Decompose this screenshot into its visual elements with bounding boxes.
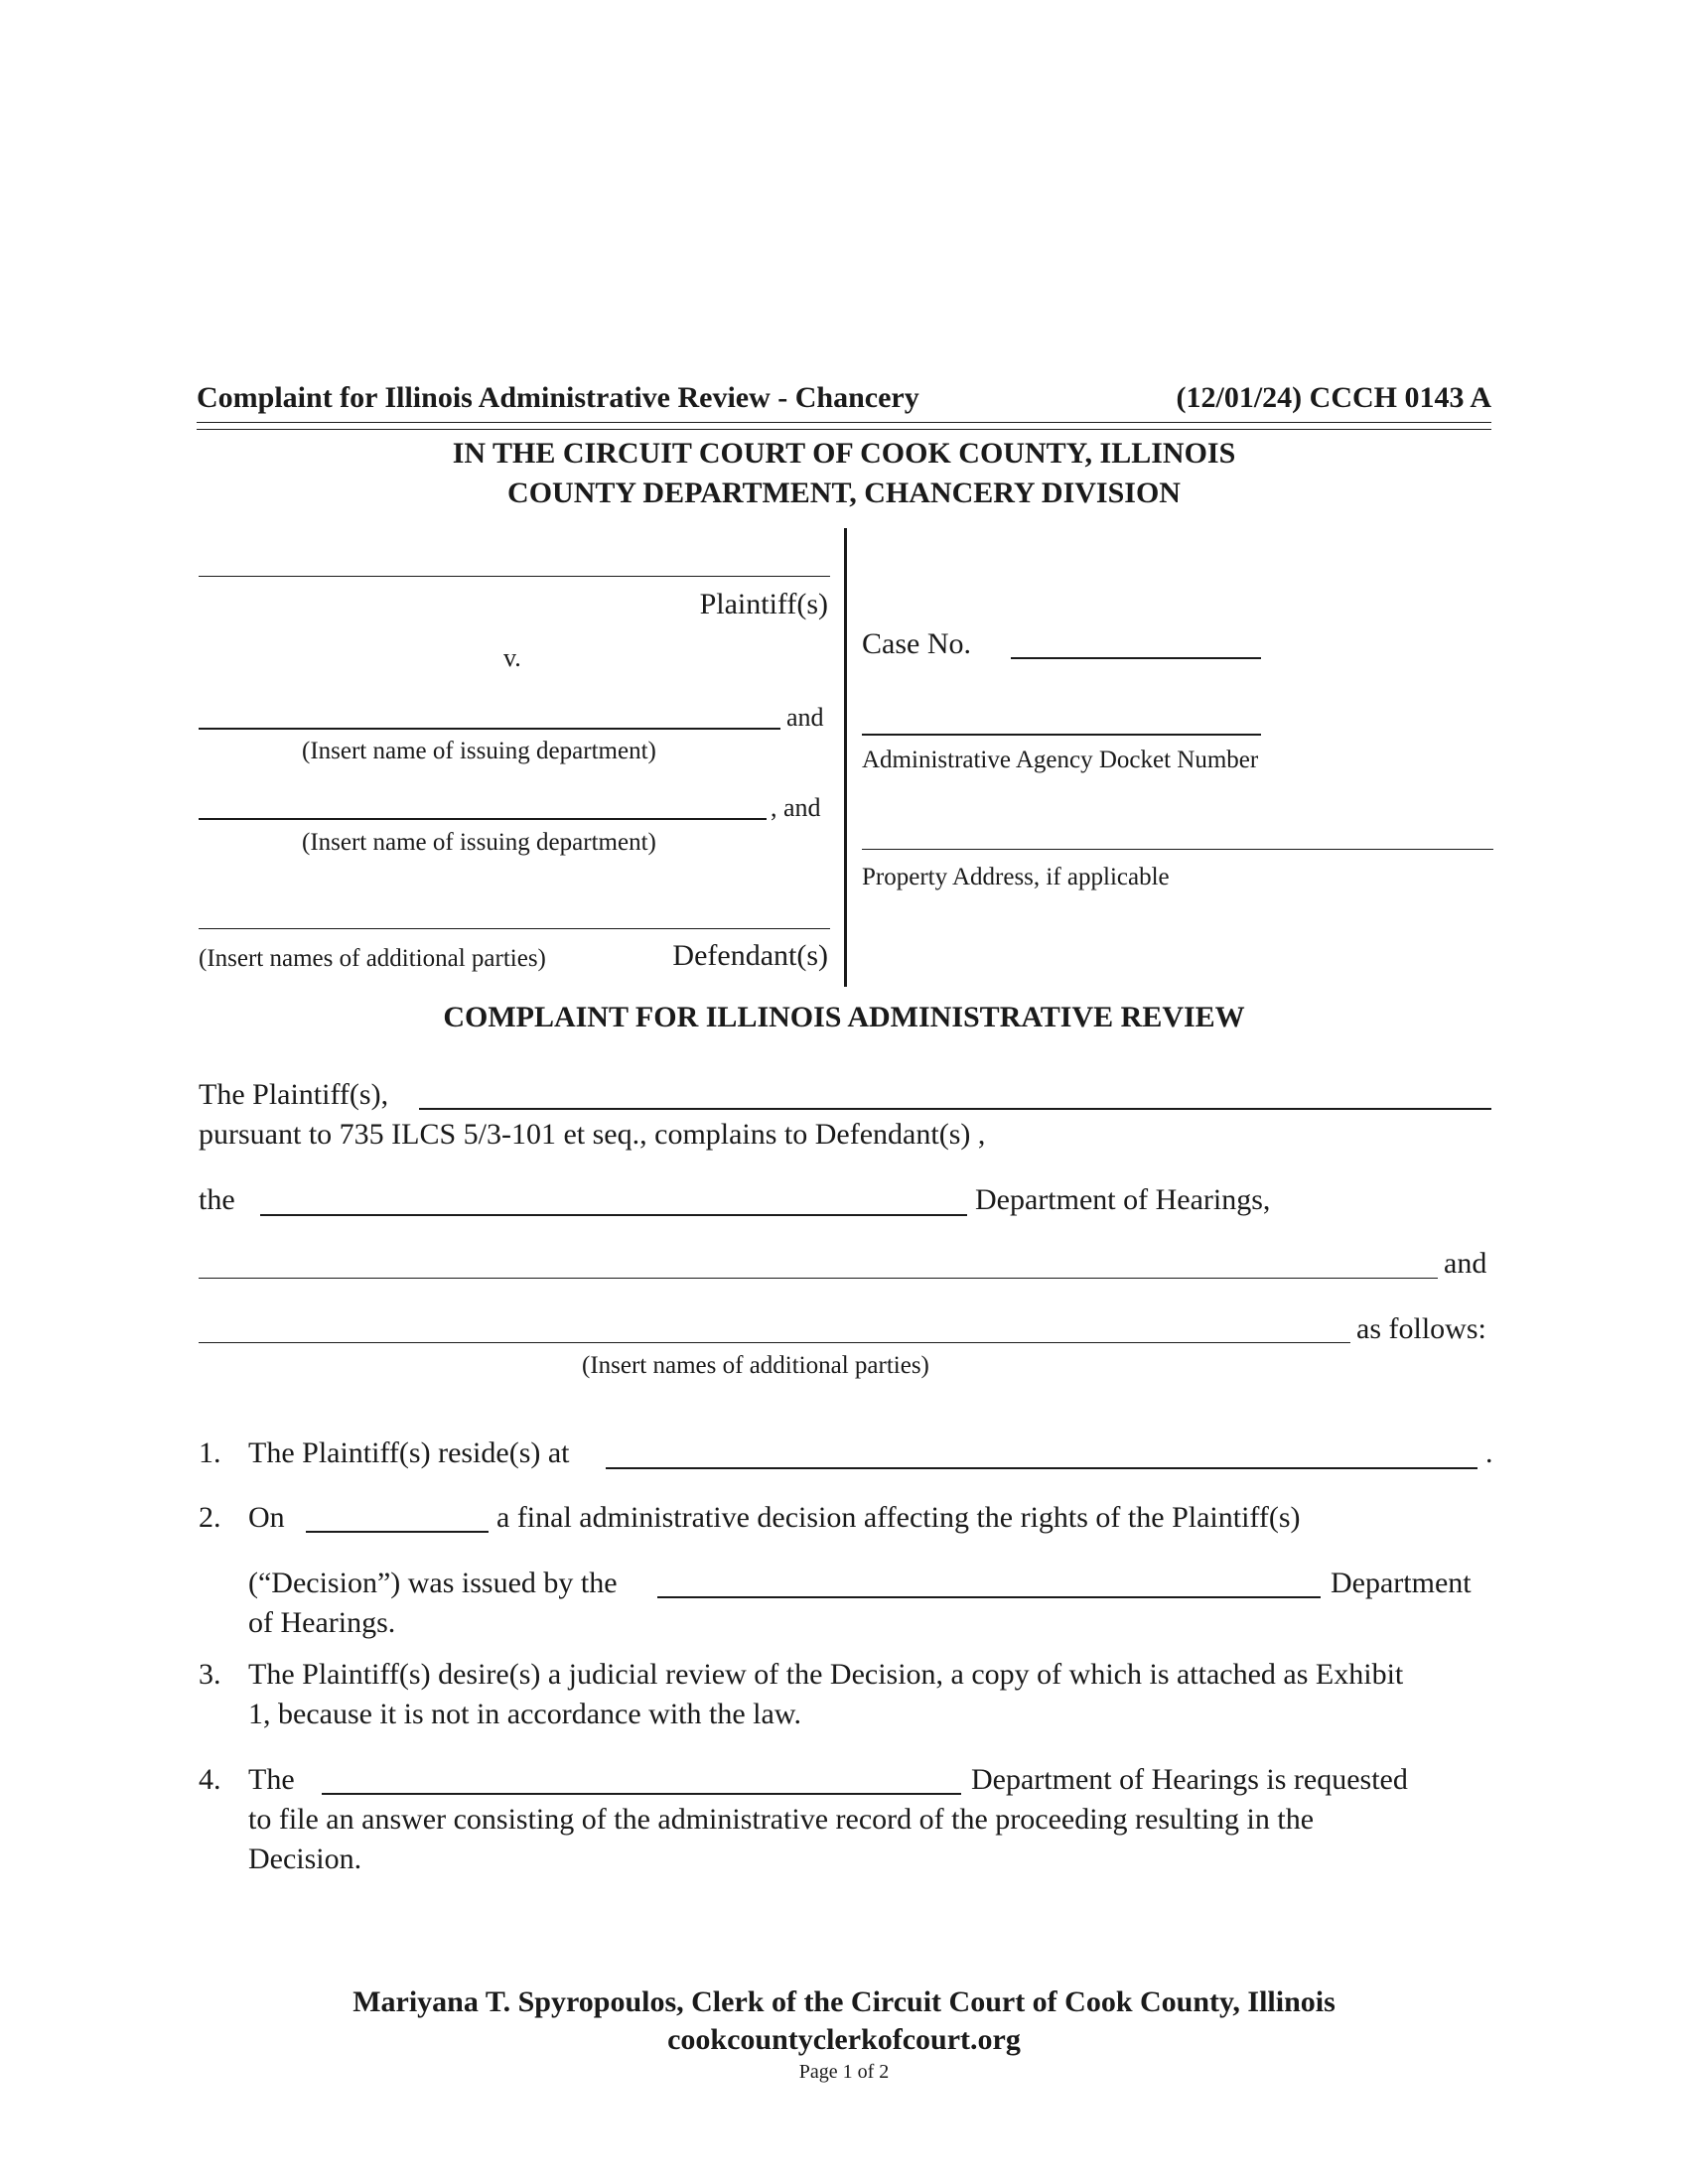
item2-hearings: of Hearings. xyxy=(248,1606,396,1639)
item-number-4: 4. xyxy=(199,1763,221,1796)
court-division: COUNTY DEPARTMENT, CHANCERY DIVISION xyxy=(507,477,1181,509)
answering-department-input[interactable] xyxy=(322,1793,961,1795)
additional-parties-hint: (Insert names of additional parties) xyxy=(199,945,546,972)
item1-text: The Plaintiff(s) reside(s) at xyxy=(248,1436,570,1469)
docket-number-input[interactable] xyxy=(862,734,1261,736)
header-rule-bottom xyxy=(197,429,1491,430)
header-rule-top xyxy=(197,422,1491,423)
page-number: Page 1 of 2 xyxy=(798,2061,890,2083)
issuing-dept-hint-1: (Insert name of issuing department) xyxy=(302,738,656,764)
and-label-2: , and xyxy=(771,793,821,822)
item2-department: Department xyxy=(1331,1567,1472,1599)
case-no-input[interactable] xyxy=(1011,657,1261,659)
item2-text: a final administrative decision affecting the rights of the Plaintiff(s) xyxy=(496,1501,1301,1534)
issuing-dept-hint-2: (Insert name of issuing department) xyxy=(302,829,656,856)
defendant-dept-line-2[interactable] xyxy=(199,818,767,820)
caption-divider xyxy=(844,528,847,987)
and-suffix: and xyxy=(1444,1247,1487,1280)
item4-dept: Department of Hearings is requested xyxy=(971,1763,1408,1796)
form-title: Complaint for Illinois Administrative Review - Chancery xyxy=(197,381,919,414)
item2-on: On xyxy=(248,1501,285,1534)
defendant-line-a[interactable] xyxy=(199,1278,1438,1279)
and-label-1: and xyxy=(786,703,824,732)
defendants-label: Defendant(s) xyxy=(672,939,828,972)
item4-line2: to file an answer consisting of the administrative record of the proceeding resulting in the xyxy=(248,1803,1315,1836)
court-title: IN THE CIRCUIT COURT OF COOK COUNTY, ILLINOIS xyxy=(452,437,1236,470)
residence-address-input[interactable] xyxy=(606,1467,1477,1469)
complaint-title: COMPLAINT FOR ILLINOIS ADMINISTRATIVE REVIEW xyxy=(443,1001,1245,1033)
clerk-website[interactable]: cookcountyclerkofcourt.org xyxy=(667,2023,1021,2056)
item4-the: The xyxy=(248,1763,295,1796)
as-follows: as follows: xyxy=(1356,1312,1486,1345)
item-number-2: 2. xyxy=(199,1501,221,1534)
property-address-input[interactable] xyxy=(862,849,1493,850)
department-suffix: Department of Hearings, xyxy=(975,1183,1271,1216)
docket-label: Administrative Agency Docket Number xyxy=(862,747,1259,773)
item-number-1: 1. xyxy=(199,1436,221,1469)
additional-parties-hint-2: (Insert names of additional parties) xyxy=(582,1352,929,1379)
item2-decision: (“Decision”) was issued by the xyxy=(248,1567,618,1599)
versus-label: v. xyxy=(503,643,521,672)
case-no-label: Case No. xyxy=(862,627,971,660)
item1-period: . xyxy=(1485,1436,1493,1469)
the-prefix: the xyxy=(199,1183,235,1216)
defendant-line-b[interactable] xyxy=(199,1342,1350,1343)
item4-line3: Decision. xyxy=(248,1843,362,1875)
defendant-dept-line-1[interactable] xyxy=(199,728,780,730)
statute-line: pursuant to 735 ILCS 5/3-101 et seq., complains to Defendant(s) , xyxy=(199,1118,986,1151)
item-number-3: 3. xyxy=(199,1658,221,1691)
issuing-department-input[interactable] xyxy=(657,1596,1321,1598)
plaintiffs-label: Plaintiff(s) xyxy=(699,588,828,620)
plaintiff-name-line[interactable] xyxy=(199,576,830,577)
plaintiffs-prefix: The Plaintiff(s), xyxy=(199,1078,389,1111)
item3-line2: 1, because it is not in accordance with the law. xyxy=(248,1698,802,1730)
department-name-input[interactable] xyxy=(260,1214,967,1216)
additional-parties-line[interactable] xyxy=(199,928,830,929)
plaintiff-names-input[interactable] xyxy=(419,1108,1491,1110)
decision-date-input[interactable] xyxy=(306,1531,489,1533)
property-label: Property Address, if applicable xyxy=(862,864,1170,890)
item3-line1: The Plaintiff(s) desire(s) a judicial review of the Decision, a copy of which is attached as Exhibit xyxy=(248,1658,1404,1691)
clerk-name: Mariyana T. Spyropoulos, Clerk of the Circuit Court of Cook County, Illinois xyxy=(352,1985,1336,2018)
form-code: (12/01/24) CCCH 0143 A xyxy=(1176,381,1491,414)
